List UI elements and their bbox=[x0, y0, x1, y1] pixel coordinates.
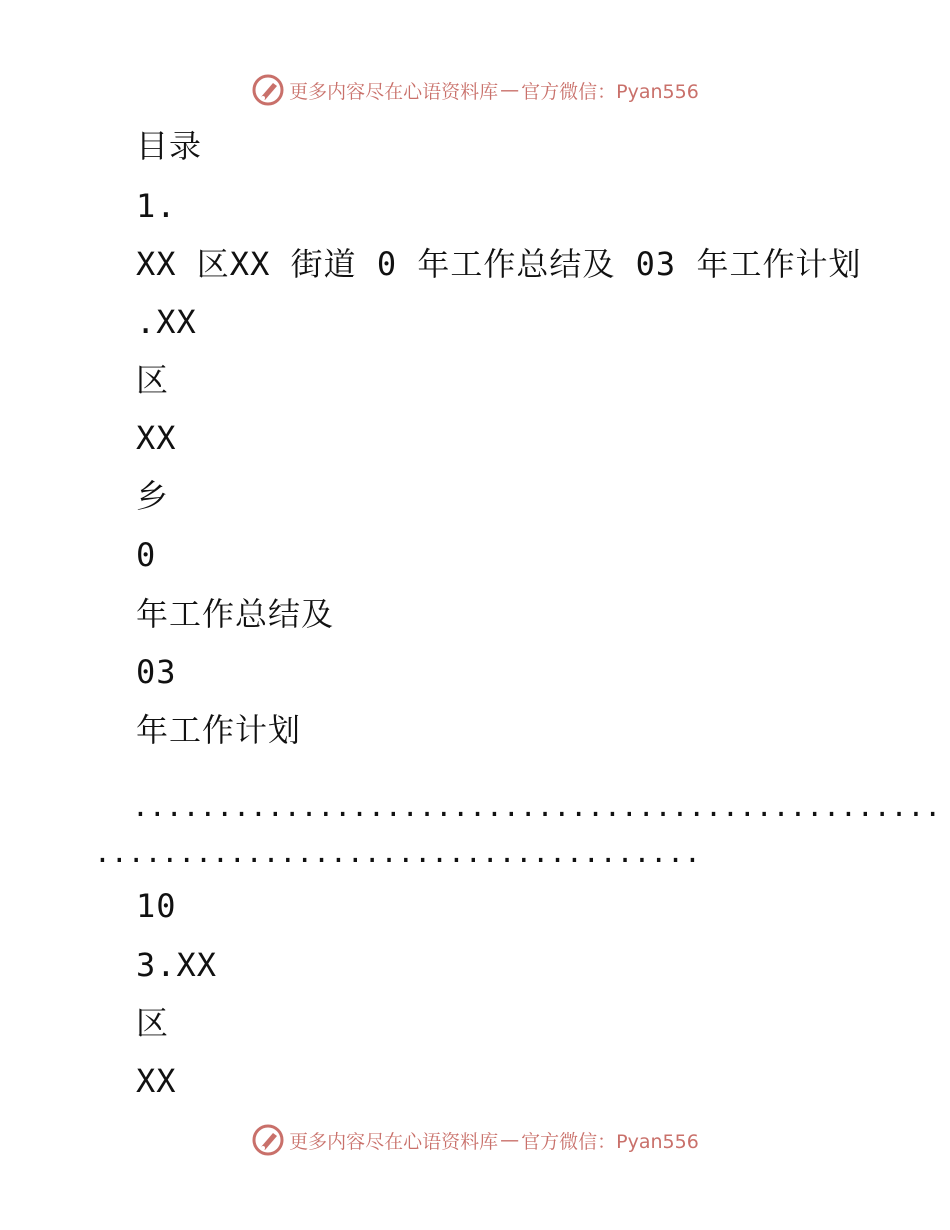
banner-text: 更多内容尽在心语资料库 bbox=[289, 80, 499, 103]
dot-leader: ................................................ bbox=[132, 790, 942, 823]
toc-line: 区 bbox=[136, 361, 170, 399]
toc-line: 0 bbox=[136, 536, 157, 574]
toc-line: XX 区XX 街道 0 年工作总结及 03 年工作计划 bbox=[136, 245, 862, 283]
toc-line: 1. bbox=[136, 187, 177, 225]
toc-line: 乡 bbox=[136, 477, 170, 515]
toc-line: 3.XX bbox=[136, 946, 218, 984]
toc-line: 03 bbox=[136, 653, 177, 691]
footer-banner bbox=[0, 1120, 950, 1160]
toc-line: XX bbox=[136, 1062, 177, 1100]
banner-wechat: 官方微信：Pyan556 bbox=[521, 1130, 699, 1153]
banner-dash: — bbox=[500, 1129, 520, 1151]
banner-text: 更多内容尽在心语资料库 bbox=[289, 1130, 499, 1153]
toc-line: 年工作总结及 bbox=[136, 595, 335, 633]
toc-title: 目录 bbox=[136, 127, 203, 165]
toc-line: .XX bbox=[136, 303, 197, 341]
dot-leader: .................................... bbox=[94, 836, 701, 869]
toc-line: 年工作计划 bbox=[136, 711, 302, 749]
toc-page-number: 10 bbox=[136, 887, 177, 925]
banner-dash: — bbox=[500, 79, 520, 101]
banner-wechat: 官方微信：Pyan556 bbox=[521, 80, 699, 103]
pen-logo-icon bbox=[251, 73, 285, 107]
toc-line: 区 bbox=[136, 1004, 170, 1042]
header-banner bbox=[0, 70, 950, 110]
toc-line: XX bbox=[136, 419, 177, 457]
pen-logo-icon bbox=[251, 1123, 285, 1157]
